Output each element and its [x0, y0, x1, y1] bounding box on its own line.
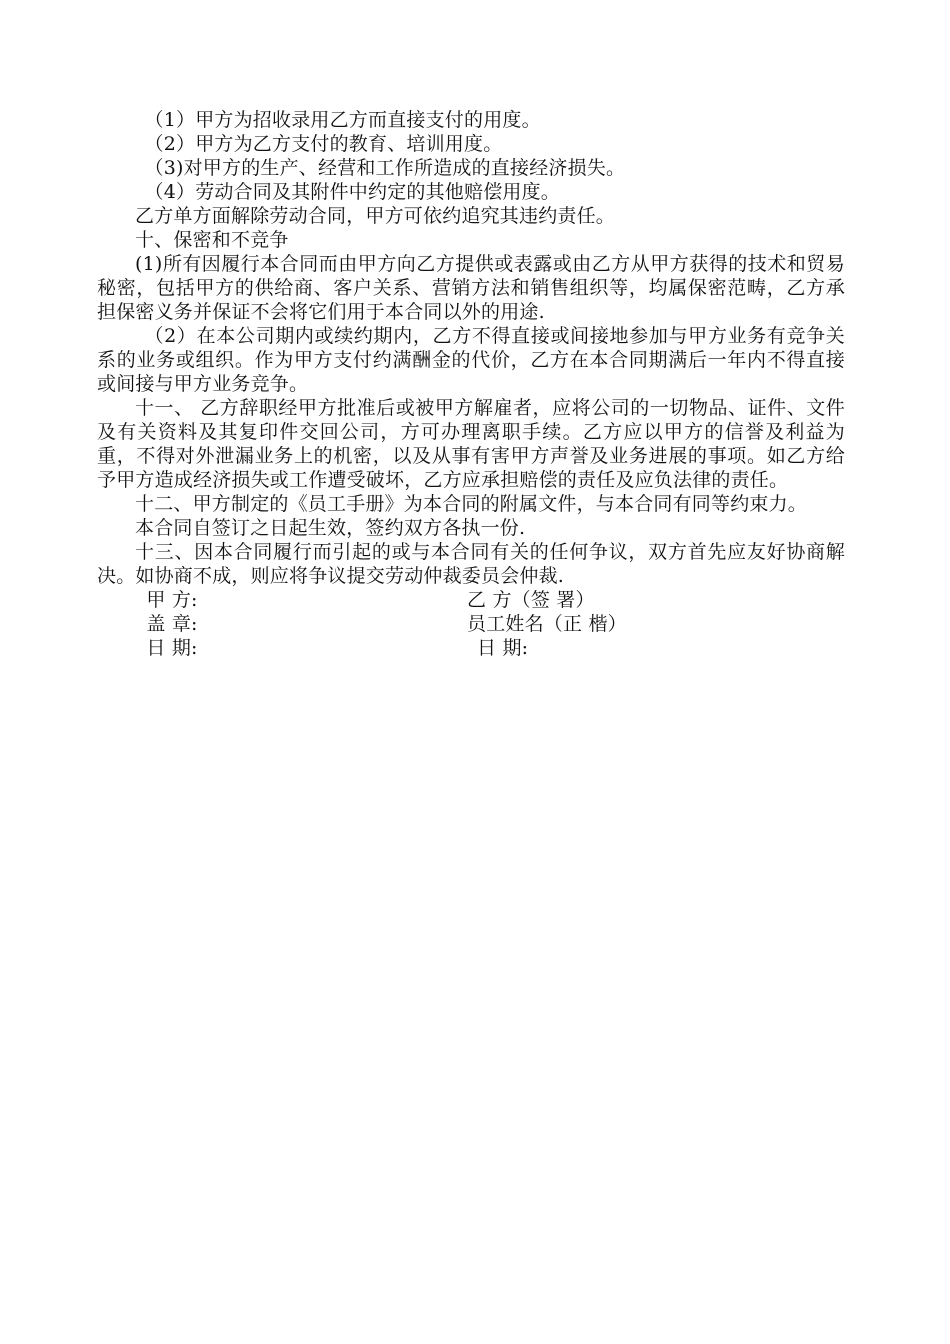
confidentiality-clause-2: （2）在本公司期内或续约期内，乙方不得直接或间接地参加与甲方业务有竞争关系的业务或组织。作为甲方支付约满酬金的代价，乙方在本合同期满后一年内不得直接或间接与甲方业务竞争。: [97, 325, 845, 395]
clause-item-2: （2）甲方为乙方支付的教育、培训用度。: [144, 133, 503, 155]
section-twelve-text: 十二、甲方制定的《员工手册》为本合同的附属文件，与本合同有同等约束力。: [135, 493, 808, 515]
party-a-date-label: 日 期:: [146, 637, 198, 659]
clause-item-3: （3)对甲方的生产、经营和工作所造成的直接经济损失。: [144, 157, 626, 179]
party-a-label: 甲 方:: [146, 589, 198, 611]
section-heading-confidentiality: 十、保密和不竞争: [135, 229, 289, 251]
signature-row-seal: [97, 612, 845, 636]
contract-page: [97, 108, 845, 660]
employee-name-label: 员工姓名（正 楷）: [467, 613, 627, 635]
effective-clause-text: 本合同自签订之日起生效，签约双方各执一份.: [135, 517, 526, 539]
party-b-label: 乙 方（签 署）: [467, 589, 595, 611]
clause-item-1: （1）甲方为招收录用乙方而直接支付的用度。: [144, 109, 541, 131]
confidentiality-clause-1: (1)所有因履行本合同而由甲方向乙方提供或表露或由乙方从甲方获得的技术和贸易秘密，包括甲方的供给商、客户关系、营销方法和销售组织等，均属保密范畴，乙方承担保密义务并保证不会将它们用于本合同以外的用途.: [97, 253, 845, 323]
breach-liability-text: 乙方单方面解除劳动合同，甲方可依约追究其违约责任。: [135, 205, 616, 227]
signature-row-parties: [97, 588, 845, 612]
party-b-date-label: 日 期:: [477, 637, 529, 659]
signature-row-date: [97, 636, 845, 660]
section-thirteen-text: 十三、因本合同履行而引起的或与本合同有关的任何争议，双方首先应友好协商解决。如协商不成，则应将争议提交劳动仲裁委员会仲裁.: [97, 541, 845, 587]
clause-item-4: （4）劳动合同及其附件中约定的其他赔偿用度。: [144, 181, 560, 203]
seal-label: 盖 章:: [146, 613, 198, 635]
section-eleven-text: 十一、 乙方辞职经甲方批准后或被甲方解雇者，应将公司的一切物品、证件、文件及有关资料及其复印件交回公司，方可办理离职手续。乙方应以甲方的信誉及利益为重，不得对外泄漏业务上的机密，以及从事有害甲方声誉及业务进展的事项。如乙方给予甲方造成经济损失或工作遭受破坏，乙方应承担赔偿的责任及应负法律的责任。: [97, 397, 845, 491]
